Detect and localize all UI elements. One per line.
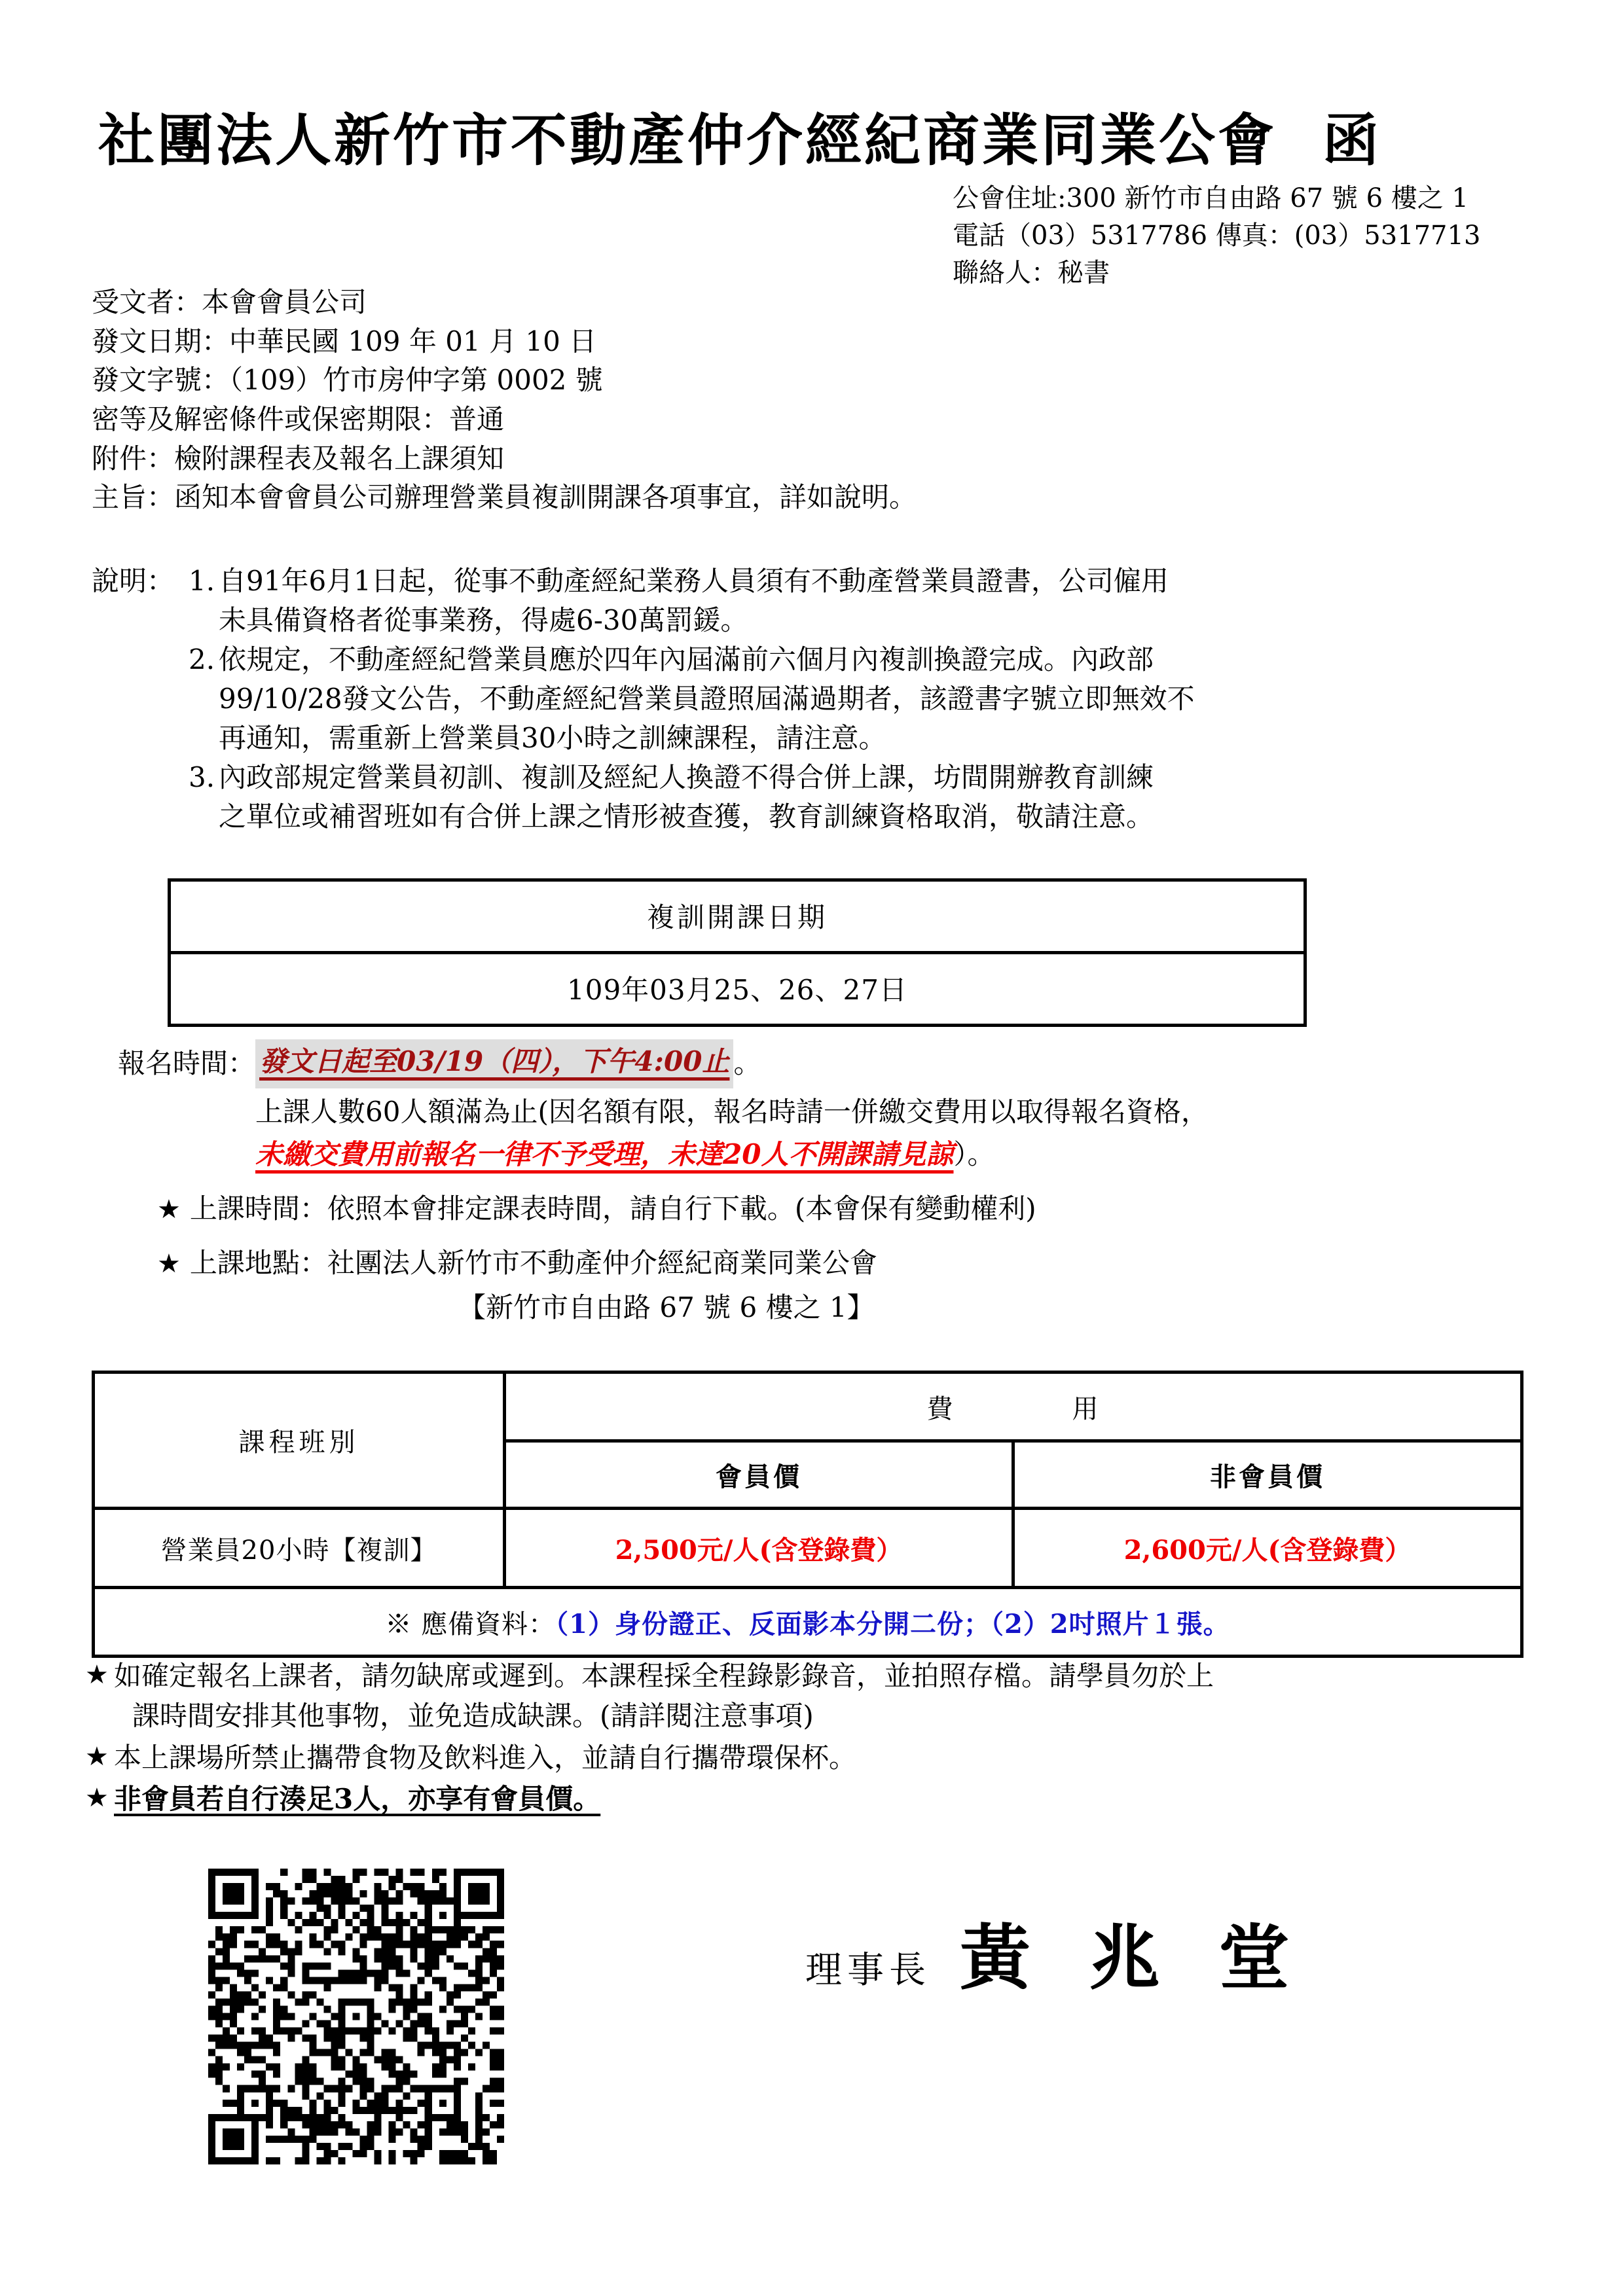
explanation-item-number: 3. xyxy=(189,761,215,794)
explanation-item-line: 再通知，需重新上營業員30小時之訓練課程，請注意。 xyxy=(219,722,886,755)
org-contact-person: 聯絡人：秘書 xyxy=(953,257,1110,288)
explanation-item-line: 依規定，不動產經紀營業員應於四年內屆滿前六個月內複訓換證完成。內政部 xyxy=(219,643,1154,676)
table-row xyxy=(94,1588,1522,1657)
required-documents-note xyxy=(94,1588,1522,1657)
note-line: 課時間安排其他事物，並免造成缺課。(請詳閱注意事項) xyxy=(132,1700,814,1732)
registration-capacity-line: 上課人數60人額滿為止(因名額有限，報名時請一併繳交費用以取得報名資格， xyxy=(255,1095,1209,1128)
doc-type-han: 函 xyxy=(1322,107,1381,173)
class-place-line xyxy=(92,1244,1565,1283)
explanation-item-line: 未具備資格者從事業務，得處6-30萬罰鍰。 xyxy=(219,604,748,637)
required-documents-list: （1）身份證正、反面影本分開二份；（2）2吋照片１張。 xyxy=(555,1608,1230,1640)
meta-attachment: 附件：檢附課程表及報名上課須知 xyxy=(92,442,505,475)
nonmember-price-value: 2,600元/人(含登錄費） xyxy=(1013,1509,1522,1588)
table-row xyxy=(94,1372,1522,1441)
explanation-item-line: 內政部規定營業員初訓、複訓及經紀人換證不得合併上課，坊間開辦教育訓練 xyxy=(219,761,1154,794)
org-address: 公會住址:300 新竹市自由路 67 號 6 樓之 1 xyxy=(953,183,1468,213)
signature-block xyxy=(805,1901,1306,2003)
star-icon: ★ xyxy=(85,1741,109,1772)
explanation-item-line: 之單位或補習班如有合併上課之情形被查獲，教育訓練資格取消，敬請注意。 xyxy=(219,800,1154,833)
fee-table xyxy=(92,1371,1523,1658)
signature-name: 黃 兆 堂 xyxy=(960,1918,1307,2000)
explanation-item xyxy=(189,562,1552,640)
qr-code xyxy=(208,1869,504,2164)
course-row-label: 營業員20小時【複訓】 xyxy=(94,1509,505,1588)
class-address-line: 【新竹市自由路 67 號 6 樓之 1】 xyxy=(458,1291,875,1324)
course-date-header: 複訓開課日期 xyxy=(170,880,1305,953)
note-line: 如確定報名上課者，請勿缺席或遲到。本課程採全程錄影錄音，並拍照存檔。請學員勿於上 xyxy=(114,1660,1214,1692)
org-phone-fax: 電話（03）5317786 傳真：(03）5317713 xyxy=(953,220,1481,251)
note-line: 非會員若自行湊足3人，亦享有會員價。 xyxy=(114,1782,601,1815)
explanation-item-line: 自91年6月1日起，從事不動產經紀業務人員須有不動產營業員證書，公司僱用 xyxy=(219,565,1169,597)
registration-warning-red: 未繳交費用前報名一律不予受理，未達20人不開課請見諒 xyxy=(255,1138,954,1170)
table-row xyxy=(170,953,1305,1026)
table-row xyxy=(94,1509,1522,1588)
fee-group-header xyxy=(505,1372,1522,1441)
explanation-block xyxy=(92,562,1552,836)
class-time-line xyxy=(92,1189,1565,1229)
table-row xyxy=(170,880,1305,953)
fee-group-header-left: 費 xyxy=(926,1393,955,1424)
registration-warning-tail: ）。 xyxy=(953,1138,995,1170)
fee-group-header-right: 用 xyxy=(1072,1393,1100,1424)
registration-block xyxy=(92,1039,1565,1328)
course-date-value: 109年03月25、26、27日 xyxy=(170,953,1305,1026)
signature-title: 理事長 xyxy=(805,1949,931,1992)
star-icon: ★ xyxy=(85,1660,109,1690)
org-contact-block xyxy=(953,180,1581,291)
bottom-notes xyxy=(85,1656,1565,1820)
required-documents-prefix: ※ 應備資料： xyxy=(385,1609,556,1640)
page-title xyxy=(98,95,1539,176)
member-price-value: 2,500元/人(含登錄費） xyxy=(505,1509,1013,1588)
fee-class-header: 課程班別 xyxy=(94,1372,505,1509)
meta-issue-date: 發文日期：中華民國 109 年 01 月 10 日 xyxy=(92,325,597,357)
note-line: 本上課場所禁止攜帶食物及飲料進入，並請自行攜帶環保杯。 xyxy=(114,1741,857,1774)
explanation-label: 說明： xyxy=(92,565,175,597)
class-time-text: 上課時間：依照本會排定課表時間，請自行下載。(本會保有變動權利) xyxy=(189,1192,1036,1225)
document-meta xyxy=(92,283,1336,478)
meta-classification: 密等及解密條件或保密期限：普通 xyxy=(92,403,505,435)
registration-deadline-line xyxy=(92,1039,1565,1088)
explanation-item-line: 99/10/28發文公告，不動產經紀營業員證照屆滿過期者，該證書字號立即無效不 xyxy=(219,683,1195,715)
meta-doc-number: 發文字號：（109）竹市房仲字第 0002 號 xyxy=(92,364,603,397)
org-name: 社團法人新竹市不動產仲介經紀商業同業公會 xyxy=(98,107,1277,173)
course-date-table xyxy=(168,878,1307,1027)
registration-label: 報名時間： xyxy=(118,1047,256,1079)
star-icon: ★ xyxy=(85,1782,109,1813)
explanation-item xyxy=(189,758,1552,836)
note-item xyxy=(85,1779,1565,1819)
subject-line: 主旨：函知本會會員公司辦理營業員複訓開課各項事宜，詳如說明。 xyxy=(92,481,917,513)
class-place-text: 上課地點：社團法人新竹市不動產仲介經紀商業同業公會 xyxy=(189,1246,877,1279)
nonmember-price-header: 非會員價 xyxy=(1013,1441,1522,1509)
meta-recipient: 受文者：本會會員公司 xyxy=(92,286,367,318)
member-price-header: 會員價 xyxy=(505,1441,1013,1509)
registration-deadline-highlight: 發文日起至03/19（四），下午4:00止 xyxy=(255,1039,733,1088)
explanation-item-number: 2. xyxy=(189,643,215,676)
registration-warning-line xyxy=(92,1135,1565,1175)
explanation-item xyxy=(189,640,1552,758)
explanation-item-number: 1. xyxy=(189,565,215,597)
star-icon: ★ xyxy=(157,1248,181,1279)
note-item xyxy=(85,1656,1565,1736)
note-item xyxy=(85,1738,1565,1778)
star-icon: ★ xyxy=(157,1194,181,1225)
registration-deadline-period: 。 xyxy=(733,1047,761,1079)
